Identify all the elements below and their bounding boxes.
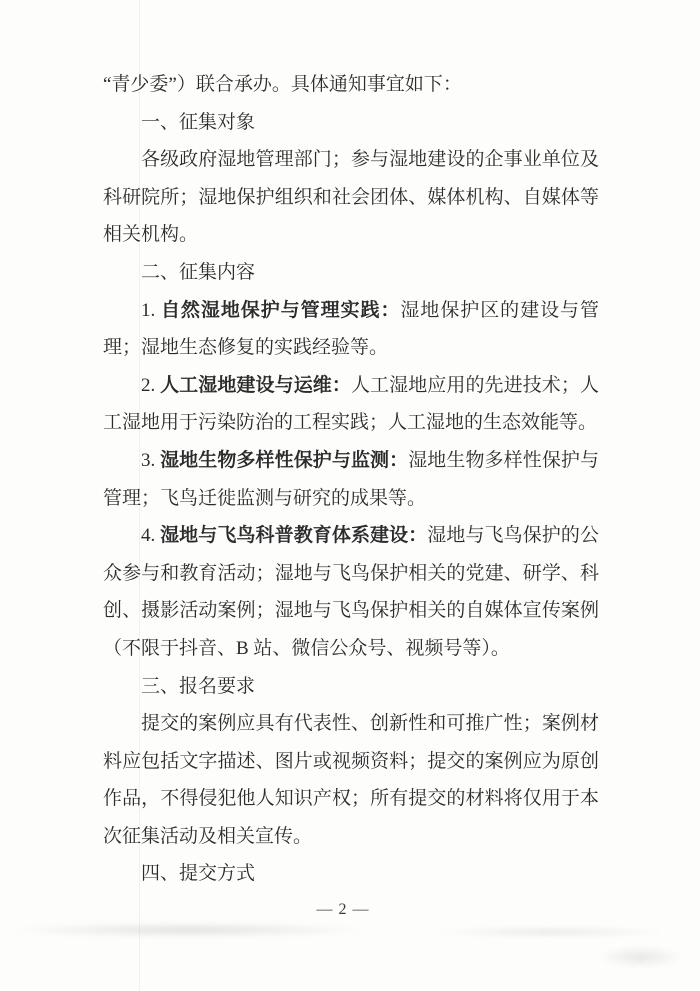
page-number: — 2 —	[316, 901, 370, 918]
category-title-run: 湿地与飞鸟科普教育体系建设：	[160, 525, 428, 547]
text-run: 湿地生物多样性保护与管理；飞鸟迁徙监测与研究的成果等。	[103, 449, 599, 509]
paragraph	[103, 292, 599, 367]
paragraph	[103, 668, 599, 706]
category-title-run: 人工湿地建设与运维：	[160, 374, 351, 396]
paragraph	[103, 66, 599, 104]
paragraph	[103, 254, 599, 292]
text-run: 人工湿地应用的先进技术；人工湿地用于污染防治的工程实践；人工湿地的生态效能等。	[103, 374, 599, 434]
text-run: 三、报名要求	[141, 675, 256, 697]
text-run: 4.	[141, 525, 161, 547]
text-run: 湿地保护区的建设与管理；湿地生态修复的实践经验等。	[103, 299, 599, 359]
text-run: 湿地与飞鸟保护的公众参与和教育活动；湿地与飞鸟保护相关的党建、研学、科创、摄影活动案例；湿地与飞鸟保护相关的自媒体宣传案例（不限于抖音、B 站、微信公众号、视频号等）。	[103, 525, 599, 659]
paragraph	[103, 367, 599, 442]
document-body	[103, 66, 599, 893]
scan-smudge	[598, 946, 683, 968]
paragraph	[103, 705, 599, 855]
text-run: 提交的案例应具有代表性、创新性和可推广性；案例材料应包括文字描述、图片或视频资料；提交的案例应为原创作品，不得侵犯他人知识产权；所有提交的材料将仅用于本次征集活动及相关宣传。	[103, 713, 599, 847]
scan-smudge	[8, 922, 368, 938]
paragraph	[103, 104, 599, 142]
paragraph	[103, 442, 599, 517]
text-run: 四、提交方式	[141, 863, 256, 885]
text-run: “青少委”）联合承办。具体通知事宜如下：	[103, 74, 462, 95]
text-run: 1.	[141, 299, 161, 321]
paragraph	[103, 141, 599, 254]
text-run: 二、征集内容	[141, 261, 256, 283]
category-title-run: 自然湿地保护与管理实践：	[160, 299, 401, 321]
scan-smudge	[430, 926, 670, 938]
category-title-run: 湿地生物多样性保护与监测：	[160, 449, 409, 471]
text-run: 各级政府湿地管理部门；参与湿地建设的企事业单位及科研院所；湿地保护组织和社会团体、媒体机构、自媒体等相关机构。	[103, 149, 599, 246]
text-run: 3.	[141, 449, 161, 471]
paragraph	[103, 855, 599, 893]
paragraph	[103, 517, 599, 667]
text-run: 2.	[141, 374, 161, 396]
text-run: 一、征集对象	[141, 111, 256, 133]
